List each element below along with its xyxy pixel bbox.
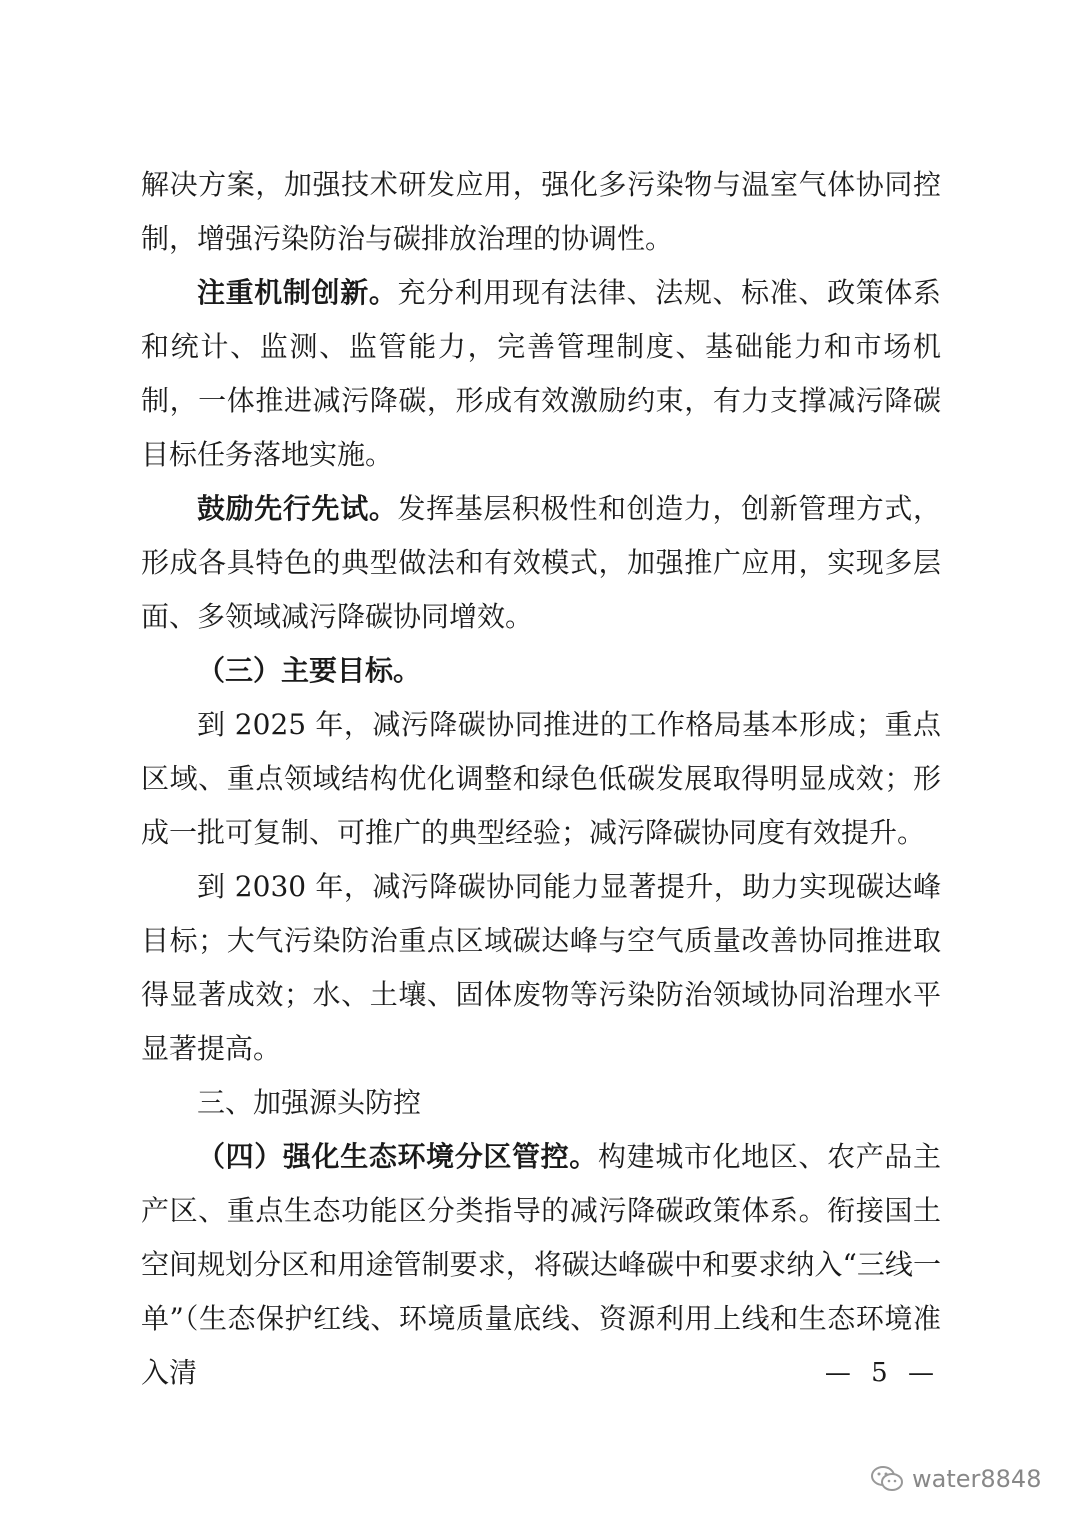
wechat-icon [870, 1465, 904, 1493]
paragraph-pilot-encouragement [141, 482, 941, 644]
page-number: — 5 — [824, 1358, 940, 1388]
paragraph-mechanism-innovation [141, 266, 941, 482]
section-heading-source-control [141, 1076, 941, 1130]
watermark [870, 1465, 1041, 1493]
paragraph-zoning-control [141, 1130, 941, 1400]
watermark-text: water8848 [912, 1465, 1042, 1493]
paragraph-text: 构建城市化地区、农产品主产区、重点生态功能区分类指导的减污降碳政策体系。衔接国土空间规划分区和用途管制要求，将碳达峰碳中和要求纳入“三线一单”（生态保护红线、环境质量底线、资源利用上线和生态环境准入清 [141, 1140, 941, 1389]
paragraph-text: 充分利用现有法律、法规、标准、政策体系和统计、监测、监管能力，完善管理制度、基础能力和市场机制，一体推进减污降碳，形成有效激励约束，有力支撑减污降碳目标任务落地实施。 [141, 276, 941, 471]
paragraph-continuation [141, 158, 941, 266]
paragraph-text: 发挥基层积极性和创造力，创新管理方式，形成各具特色的典型做法和有效模式，加强推广应用，实现多层面、多领域减污降碳协同增效。 [141, 492, 941, 633]
paragraph-lead: 鼓励先行先试。 [197, 492, 398, 525]
paragraph-text: 到 2025 年，减污降碳协同推进的工作格局基本形成；重点区域、重点领域结构优化调整和绿色低碳发展取得明显成效；形成一批可复制、可推广的典型经验；减污降碳协同度有效提升。 [141, 708, 941, 849]
paragraph-goal-2030 [141, 860, 941, 1076]
subheading-main-goals [141, 644, 941, 698]
subheading-text: （三）主要目标。 [197, 654, 422, 687]
paragraph-lead: 注重机制创新。 [197, 276, 398, 309]
section-heading-text: 三、加强源头防控 [197, 1086, 422, 1119]
paragraph-text: 解决方案，加强技术研发应用，强化多污染物与温室气体协同控制，增强污染防治与碳排放治理的协调性。 [141, 168, 941, 255]
document-page [141, 158, 941, 1400]
paragraph-text: 到 2030 年，减污降碳协同能力显著提升，助力实现碳达峰目标；大气污染防治重点区域碳达峰与空气质量改善协同推进取得显著成效；水、土壤、固体废物等污染防治领域协同治理水平显著提高。 [141, 870, 941, 1065]
paragraph-lead: （四）强化生态环境分区管控。 [197, 1140, 598, 1173]
paragraph-goal-2025 [141, 698, 941, 860]
